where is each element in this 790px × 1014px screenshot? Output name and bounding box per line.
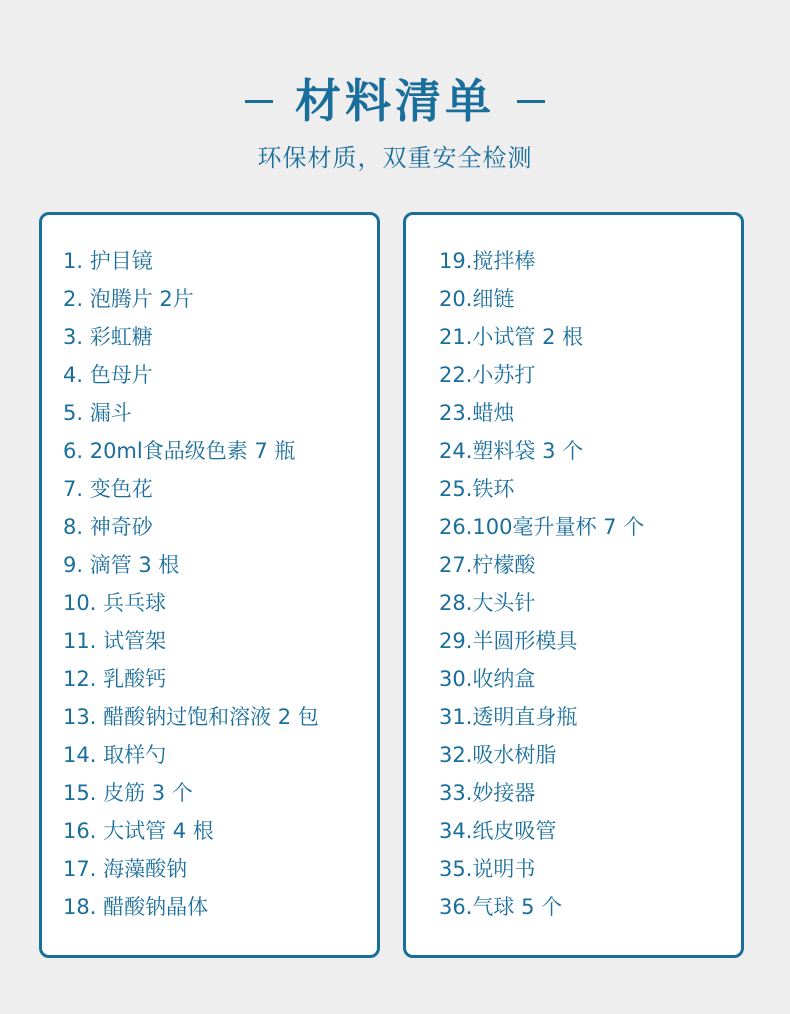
list-item: 19.搅拌棒 (439, 249, 536, 273)
materials-panel-right (403, 212, 744, 958)
materials-list-right (439, 242, 644, 926)
list-item: 9. 滴管 3 根 (63, 553, 180, 577)
list-item: 29.半圆形模具 (439, 629, 578, 653)
header (0, 70, 790, 173)
list-item: 28.大头针 (439, 591, 536, 615)
page-title: 材料清单 (295, 74, 495, 128)
list-item: 35.说明书 (439, 857, 536, 881)
list-item: 32.吸水树脂 (439, 743, 557, 767)
list-item: 4. 色母片 (63, 363, 153, 387)
list-item: 18. 醋酸钠晶体 (63, 895, 209, 919)
list-item: 13. 醋酸钠过饱和溶液 2 包 (63, 705, 319, 729)
list-item: 31.透明直身瓶 (439, 705, 578, 729)
list-item: 3. 彩虹糖 (63, 325, 153, 349)
list-item: 24.塑料袋 3 个 (439, 439, 584, 463)
list-item: 11. 试管架 (63, 629, 167, 653)
list-item: 6. 20ml食品级色素 7 瓶 (63, 439, 296, 463)
list-item: 8. 神奇砂 (63, 515, 153, 539)
list-item: 23.蜡烛 (439, 401, 515, 425)
list-item: 25.铁环 (439, 477, 515, 501)
list-item: 36.气球 5 个 (439, 895, 563, 919)
list-item: 10. 兵乓球 (63, 591, 167, 615)
materials-panel-left (39, 212, 380, 958)
list-item: 1. 护目镜 (63, 249, 153, 273)
page-subtitle: 环保材质，双重安全检测 (257, 144, 533, 172)
list-item: 34.纸皮吸管 (439, 819, 557, 843)
list-item: 22.小苏打 (439, 363, 536, 387)
list-item: 15. 皮筋 3 个 (63, 781, 193, 805)
list-item: 5. 漏斗 (63, 401, 132, 425)
title-dash-right (517, 100, 545, 103)
list-item: 21.小试管 2 根 (439, 325, 584, 349)
list-item: 20.细链 (439, 287, 515, 311)
list-item: 14. 取样勺 (63, 743, 167, 767)
title-dash-left (245, 100, 273, 103)
list-item: 30.收纳盒 (439, 667, 536, 691)
list-item: 16. 大试管 4 根 (63, 819, 214, 843)
list-item: 7. 变色花 (63, 477, 153, 501)
list-item: 12. 乳酸钙 (63, 667, 167, 691)
title-row (0, 70, 790, 132)
list-item: 27.柠檬酸 (439, 553, 536, 577)
list-item: 33.妙接器 (439, 781, 536, 805)
list-item: 2. 泡腾片 2片 (63, 287, 194, 311)
list-item: 26.100毫升量杯 7 个 (439, 515, 645, 539)
materials-list-left (63, 242, 319, 926)
list-item: 17. 海藻酸钠 (63, 857, 188, 881)
